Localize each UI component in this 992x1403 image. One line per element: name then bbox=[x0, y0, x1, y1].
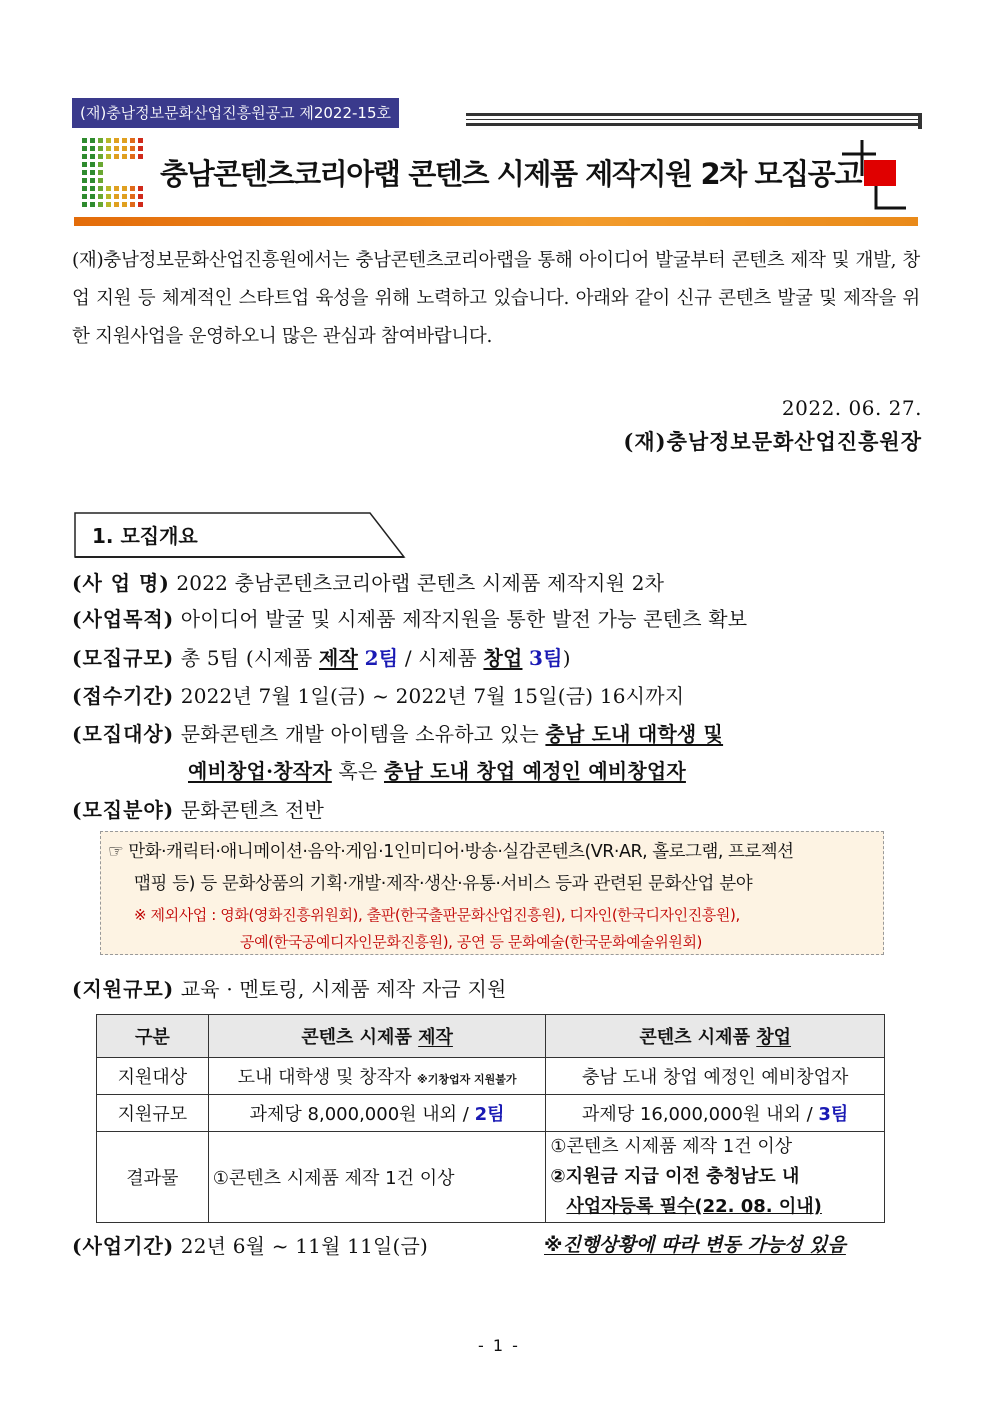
table-header-cell: 구분 bbox=[97, 1015, 209, 1058]
page-title: 충남콘텐츠코리아랩 콘텐츠 시제품 제작지원 2차 모집공고 bbox=[160, 157, 861, 191]
header-rule bbox=[466, 103, 922, 129]
table-cell: 충남 도내 창업 예정인 예비창업자 bbox=[546, 1058, 885, 1095]
header-emphasis: 제작 bbox=[418, 1027, 453, 1048]
logo-dot bbox=[122, 146, 127, 151]
header-emphasis: 창업 bbox=[756, 1027, 792, 1048]
table-cell bbox=[546, 1132, 885, 1223]
field-detail-line: ☞ 만화·캐릭터·애니메이션·음악·게임·1인미디어·방송·실감콘텐츠(VR·AR, 홀로그램, 프로젝션 bbox=[108, 842, 794, 862]
logo-dot bbox=[122, 186, 127, 191]
row-label: (지원규모) bbox=[72, 977, 175, 1001]
row-label: (사업목적) bbox=[72, 607, 175, 631]
cell-line: ②지원금 지급 이전 충청남도 내 bbox=[550, 1166, 800, 1187]
logo-dot bbox=[106, 154, 111, 159]
logo-dot bbox=[82, 154, 87, 159]
field-row bbox=[72, 794, 324, 823]
row-value: 22년 6월 ~ 11월 11일(금) bbox=[180, 1234, 429, 1258]
startup-team-count: 3팀 bbox=[529, 646, 563, 670]
corner-emblem-icon bbox=[836, 136, 916, 216]
period-change-note: ※진행상황에 따라 변동 가능성 있음 bbox=[544, 1234, 846, 1256]
header-text: 콘텐츠 시제품 bbox=[301, 1027, 412, 1048]
logo-dot bbox=[138, 194, 143, 199]
logo-dot bbox=[90, 194, 95, 199]
row-value: / 시제품 bbox=[404, 646, 477, 670]
logo-dot bbox=[114, 194, 119, 199]
cell-text: 과제당 16,000,000원 내외 / bbox=[582, 1104, 813, 1125]
row-value: 혹은 bbox=[338, 759, 378, 783]
table-cell: 결과물 bbox=[97, 1132, 209, 1223]
logo-dot bbox=[130, 146, 135, 151]
startup-emphasis: 창업 bbox=[483, 646, 523, 670]
logo-dot bbox=[90, 146, 95, 151]
logo-dot bbox=[90, 170, 95, 175]
row-value: ) bbox=[562, 646, 571, 670]
logo-dot bbox=[138, 154, 143, 159]
table-cell bbox=[208, 1095, 546, 1132]
logo-dot bbox=[122, 202, 127, 207]
logo-dot bbox=[90, 162, 95, 167]
field-detail-line: 맵핑 등) 등 문화상품의 기획·개발·제작·생산·유통·서비스 등과 관련된 문화산업 분야 bbox=[134, 874, 753, 894]
row-label: (모집분야) bbox=[72, 798, 175, 822]
logo-dot bbox=[138, 146, 143, 151]
table-cell bbox=[546, 1095, 885, 1132]
cell-text: 도내 대학생 및 창작자 bbox=[237, 1067, 412, 1088]
logo-dot bbox=[106, 146, 111, 151]
table-cell: ①콘텐츠 시제품 제작 1건 이상 bbox=[208, 1132, 546, 1223]
row-value: 아이디어 발굴 및 시제품 제작지원을 통한 발전 가능 콘텐츠 확보 bbox=[180, 607, 748, 631]
field-exclusion-line: ※ 제외사업 : 영화(영화진흥위원회), 출판(한국출판문화산업진흥원), 디자인(한국디자인진흥원), bbox=[134, 906, 740, 924]
row-label: (사업기간) bbox=[72, 1234, 175, 1258]
logo-dot bbox=[106, 202, 111, 207]
logo-dot bbox=[82, 170, 87, 175]
target-emphasis: 충남 도내 대학생 및 bbox=[545, 722, 724, 746]
logo-dot bbox=[98, 146, 103, 151]
table-cell: 지원규모 bbox=[97, 1095, 209, 1132]
intro-paragraph: (재)충남정보문화산업진흥원에서는 충남콘텐츠코리아랩을 통해 아이디어 발굴부터 콘텐츠 제작 및 개발, 창업 지원 등 체계적인 스타트업 육성을 위해 노력하고 있습니다. 아래와 같이 신규 콘텐츠 발굴 및 제작을 위한 지원사업을 운영하오니 많은 관심과 참여바랍니다. bbox=[72, 250, 920, 347]
purpose-row bbox=[72, 603, 747, 632]
project-name-row bbox=[72, 567, 664, 596]
section-title: 1. 모집개요 bbox=[92, 524, 198, 548]
logo-dot bbox=[90, 186, 95, 191]
logo-dot bbox=[90, 202, 95, 207]
cell-text: 과제당 8,000,000원 내외 / bbox=[249, 1104, 469, 1125]
logo-dot bbox=[114, 146, 119, 151]
logo-dot bbox=[138, 186, 143, 191]
cell-team-count: 2팀 bbox=[474, 1104, 505, 1125]
logo-dot bbox=[114, 186, 119, 191]
logo-dot bbox=[82, 194, 87, 199]
logo-dot bbox=[106, 138, 111, 143]
logo-dot bbox=[106, 194, 111, 199]
table-row bbox=[97, 1095, 885, 1132]
row-label: (접수기간) bbox=[72, 684, 175, 708]
row-value: 총 5팀 (시제품 bbox=[180, 646, 313, 670]
row-label: (사 업 명) bbox=[72, 571, 170, 595]
row-label: (모집대상) bbox=[72, 722, 175, 746]
logo-dot bbox=[98, 162, 103, 167]
logo-dot bbox=[138, 138, 143, 143]
logo-dot bbox=[82, 138, 87, 143]
logo-dot bbox=[82, 186, 87, 191]
cell-line: 사업자등록 필수(22. 08. 이내) bbox=[566, 1196, 822, 1217]
logo-dot bbox=[98, 202, 103, 207]
make-team-count: 2팀 bbox=[364, 646, 399, 670]
announce-date: 2022. 06. 27. bbox=[781, 396, 922, 420]
logo-dot bbox=[130, 202, 135, 207]
table-header-cell bbox=[546, 1015, 885, 1058]
logo-dot bbox=[98, 170, 103, 175]
logo-dot bbox=[90, 178, 95, 183]
field-exclusion-line: 공예(한국공예디자인문화진흥원), 공연 등 문화예술(한국문화예술위원회) bbox=[240, 933, 702, 951]
cell-line: ①콘텐츠 시제품 제작 1건 이상 bbox=[550, 1136, 793, 1157]
target-emphasis: 충남 도내 창업 예정인 예비창업자 bbox=[383, 759, 686, 783]
logo-dot bbox=[138, 202, 143, 207]
target-emphasis: 예비창업·창작자 bbox=[188, 759, 332, 783]
row-value: 2022년 7월 1일(금) ~ 2022년 7월 15일(금) 16시까지 bbox=[180, 684, 685, 708]
notice-number: (재)충남정보문화산업진흥원공고 제2022-15호 bbox=[72, 98, 399, 128]
logo-dot bbox=[122, 194, 127, 199]
project-period-row bbox=[72, 1230, 428, 1259]
logo-dot bbox=[130, 138, 135, 143]
logo-dot bbox=[114, 138, 119, 143]
logo-dot bbox=[98, 178, 103, 183]
table-header-row bbox=[97, 1015, 885, 1058]
logo-dot bbox=[106, 186, 111, 191]
scale-row bbox=[72, 642, 571, 671]
logo-dot bbox=[114, 154, 119, 159]
logo-dots-icon bbox=[82, 138, 146, 210]
title-underline-bar bbox=[74, 217, 918, 226]
logo-dot bbox=[130, 186, 135, 191]
logo-dot bbox=[130, 194, 135, 199]
table-header-cell bbox=[208, 1015, 546, 1058]
row-value: 2022 충남콘텐츠코리아랩 콘텐츠 시제품 제작지원 2차 bbox=[176, 571, 665, 595]
logo-dot bbox=[82, 178, 87, 183]
logo-dot bbox=[114, 202, 119, 207]
table-cell bbox=[208, 1058, 546, 1095]
logo-dot bbox=[122, 154, 127, 159]
logo-dot bbox=[82, 146, 87, 151]
page-number: - 1 - bbox=[478, 1336, 520, 1355]
target-row-cont bbox=[188, 755, 686, 784]
support-row bbox=[72, 973, 507, 1002]
table-row bbox=[97, 1132, 885, 1223]
logo-dot bbox=[82, 162, 87, 167]
logo-dot bbox=[90, 154, 95, 159]
logo-dot bbox=[130, 154, 135, 159]
make-emphasis: 제작 bbox=[319, 646, 359, 670]
row-value: 교육 · 멘토링, 시제품 제작 자금 지원 bbox=[180, 977, 507, 1001]
logo-dot bbox=[98, 138, 103, 143]
logo-dot bbox=[122, 138, 127, 143]
logo-dot bbox=[98, 194, 103, 199]
period-row bbox=[72, 680, 684, 709]
logo-dot bbox=[98, 154, 103, 159]
support-table bbox=[96, 1014, 885, 1223]
logo-dot bbox=[98, 186, 103, 191]
row-value: 문화콘텐츠 개발 아이템을 소유하고 있는 bbox=[180, 722, 539, 746]
logo-dot bbox=[90, 138, 95, 143]
table-cell: 지원대상 bbox=[97, 1058, 209, 1095]
table-row bbox=[97, 1058, 885, 1095]
issuer-name: (재)충남정보문화산업진흥원장 bbox=[623, 429, 922, 454]
cell-note: ※기창업자 지원불가 bbox=[417, 1073, 517, 1086]
header-text: 콘텐츠 시제품 bbox=[639, 1027, 750, 1048]
target-row bbox=[72, 718, 723, 747]
logo-dot bbox=[82, 202, 87, 207]
row-value: 문화콘텐츠 전반 bbox=[180, 798, 324, 822]
row-label: (모집규모) bbox=[72, 646, 175, 670]
cell-team-count: 3팀 bbox=[818, 1104, 849, 1125]
